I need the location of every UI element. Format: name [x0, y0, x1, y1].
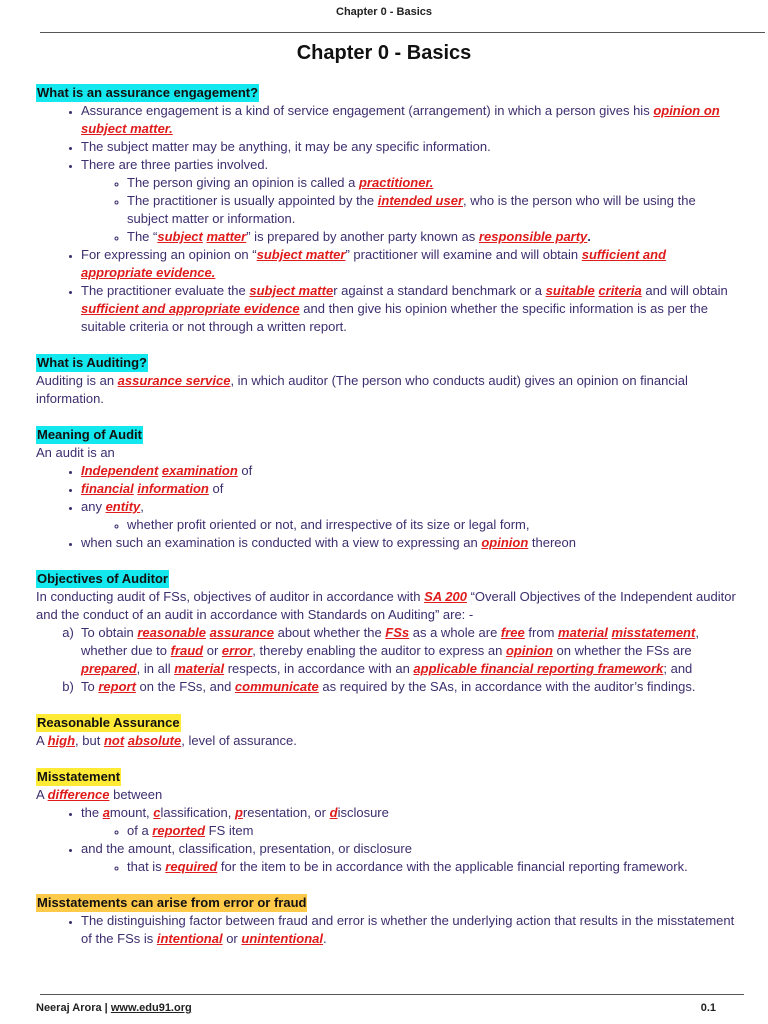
text: ; and: [663, 661, 693, 676]
heading-objectives-of-auditor: Objectives of Auditor: [37, 571, 168, 586]
text: and the amount, classification, presentation, or disclosure: [81, 841, 412, 856]
text: resentation, or: [242, 805, 330, 820]
keyword: sufficient and appropriate evidence.: [81, 247, 667, 280]
text: , thereby enabling the auditor to express an: [252, 643, 506, 658]
paragraph: [36, 786, 736, 804]
text: isclosure: [337, 805, 389, 820]
keyword: subject matter: [256, 247, 346, 262]
keyword: practitioner.: [358, 175, 434, 190]
section-meaning-of-audit: [36, 426, 736, 552]
sub-list: [81, 516, 736, 534]
text: as required by the SAs, in accordance with the auditor’s findings.: [318, 679, 696, 694]
list-item: • The subject matter may be anything, it may be any specific information.: [81, 138, 736, 156]
heading-auditing: What is Auditing?: [37, 355, 147, 370]
text: or: [222, 931, 242, 946]
header-rule: [40, 32, 765, 33]
text: that is: [127, 859, 166, 874]
keyword: not: [103, 733, 125, 748]
text: For expressing an opinion on “: [81, 247, 257, 262]
text: .: [323, 931, 327, 946]
list-item: [81, 840, 736, 876]
keyword: assurance service: [117, 373, 231, 388]
keyword: SA 200: [424, 589, 467, 604]
keyword: sufficient and appropriate evidence: [81, 301, 300, 316]
list-item: [81, 498, 736, 534]
author-name: Neeraj Arora: [36, 1002, 102, 1014]
text: r against a standard benchmark or a: [333, 283, 546, 298]
text: the: [81, 805, 103, 820]
keyword: financial: [81, 481, 134, 496]
keyword: unintentional: [241, 931, 323, 946]
keyword: opinion on subject matter.: [81, 103, 720, 136]
keyword: difference: [47, 787, 110, 802]
keyword: d: [329, 805, 338, 820]
keyword: matter: [206, 229, 247, 244]
keyword: applicable financial reporting framework: [413, 661, 664, 676]
section-error-or-fraud: [36, 894, 736, 948]
text: on the FSs, and: [135, 679, 235, 694]
paragraph: [36, 732, 736, 750]
keyword: high: [47, 733, 76, 748]
heading-reasonable-assurance: Reasonable Assurance: [37, 715, 180, 730]
text: ” practitioner will examine and will obtain: [345, 247, 582, 262]
text: “Overall Objectives of the Independent auditor and the conduct of an audit in accordance with Standards on Auditing” are: -: [36, 589, 736, 622]
text: FS item: [205, 823, 254, 838]
text: from: [524, 625, 559, 640]
heading-meaning-of-audit: Meaning of Audit: [37, 427, 142, 442]
list-item: [81, 912, 736, 948]
keyword: subject matte: [249, 283, 334, 298]
list-item: [81, 462, 736, 480]
paragraph: [36, 588, 736, 624]
text: , in all: [136, 661, 175, 676]
keyword: intentional: [156, 931, 223, 946]
sub-list: [81, 174, 736, 246]
text: of: [208, 481, 224, 496]
keyword: opinion: [505, 643, 553, 658]
text: The “: [127, 229, 158, 244]
keyword: intended user: [377, 193, 464, 208]
list-item: [81, 804, 736, 840]
text: In conducting audit of FSs, objectives of auditor in accordance with: [36, 589, 425, 604]
text: and will obtain: [641, 283, 728, 298]
text: Auditing is an: [36, 373, 118, 388]
text: , but: [75, 733, 104, 748]
keyword: required: [165, 859, 218, 874]
keyword: assurance: [209, 625, 274, 640]
list-item: [81, 156, 736, 246]
page-title: Chapter 0 - Basics: [296, 42, 472, 64]
keyword: responsible party: [478, 229, 588, 244]
footer: [36, 1002, 716, 1014]
keyword: reported: [152, 823, 206, 838]
text: To: [81, 679, 99, 694]
bullet-list: [36, 804, 736, 876]
keyword: c: [153, 805, 161, 820]
website-link[interactable]: www.edu91.org: [110, 1002, 192, 1014]
keyword: subject: [157, 229, 203, 244]
bullet-list: [36, 102, 736, 336]
text: ,: [140, 499, 144, 514]
text: mount,: [109, 805, 154, 820]
text: The person giving an opinion is called a: [127, 175, 359, 190]
text: ” is prepared by another party known as: [246, 229, 479, 244]
section-assurance-engagement: [36, 84, 736, 336]
keyword: entity: [105, 499, 141, 514]
document-body: [36, 84, 736, 948]
text: on whether the FSs are: [552, 643, 692, 658]
sub-list-item: [127, 822, 736, 840]
keyword: p: [234, 805, 243, 820]
sub-list-item: [127, 228, 736, 246]
keyword: a: [102, 805, 110, 820]
section-auditing: [36, 354, 736, 408]
sub-list-item: ◦ whether profit oriented or not, and irrespective of its size or legal form,: [127, 516, 736, 534]
sub-list: [81, 822, 736, 840]
keyword: misstatement: [611, 625, 696, 640]
bullet-list: [36, 462, 736, 552]
keyword: error: [221, 643, 253, 658]
text: between: [109, 787, 163, 802]
footer-rule: [40, 994, 744, 995]
running-header: Chapter 0 - Basics: [336, 6, 432, 18]
bullet-list: [36, 912, 736, 948]
section-reasonable-assurance: [36, 714, 736, 750]
keyword: FSs: [385, 625, 410, 640]
text: of: [237, 463, 253, 478]
text: To obtain: [81, 625, 138, 640]
sub-list-item: [127, 858, 736, 876]
keyword: Independent: [81, 463, 159, 478]
keyword: report: [98, 679, 136, 694]
keyword: communicate: [234, 679, 319, 694]
section-objectives-of-auditor: [36, 570, 736, 696]
keyword: criteria: [598, 283, 642, 298]
list-item: [81, 678, 736, 696]
list-item: [81, 534, 736, 552]
text: about whether the: [273, 625, 386, 640]
keyword: information: [137, 481, 209, 496]
text: when such an examination is conducted with a view to expressing an: [81, 535, 482, 550]
text: The distinguishing factor between fraud and error is whether the underlying action that results in the misstatement of the FSs is: [81, 913, 735, 946]
text: , whether due to: [81, 625, 699, 658]
text: any: [81, 499, 106, 514]
keyword: prepared: [81, 661, 137, 676]
text: of a: [127, 823, 153, 838]
text: or: [203, 643, 222, 658]
text: , in which auditor (The person who conducts audit) gives an opinion on financial information.: [36, 373, 688, 406]
text: and then give his opinion whether the specific information is as per the suitable criteria or not through a written report.: [81, 301, 708, 334]
text: The practitioner evaluate the: [81, 283, 250, 298]
keyword: opinion: [481, 535, 529, 550]
heading-misstatement: Misstatement: [37, 769, 121, 784]
list-item: [81, 246, 736, 282]
heading-assurance-engagement: What is an assurance engagement?: [37, 85, 259, 100]
sub-list: [81, 858, 736, 876]
text: .: [587, 229, 591, 244]
sub-list-item: [127, 174, 736, 192]
paragraph: An audit is an: [36, 445, 115, 460]
keyword: free: [500, 625, 525, 640]
list-item: [81, 624, 736, 678]
keyword: material: [558, 625, 608, 640]
heading-error-or-fraud: Misstatements can arise from error or fraud: [37, 895, 307, 910]
keyword: suitable: [545, 283, 595, 298]
paragraph: [36, 372, 736, 408]
lettered-list: [36, 624, 736, 696]
text: There are three parties involved.: [81, 157, 269, 172]
text: as a whole are: [409, 625, 501, 640]
list-item: [81, 282, 736, 336]
text: thereon: [528, 535, 576, 550]
list-item: [81, 102, 736, 138]
keyword: material: [174, 661, 225, 676]
text: for the item to be in accordance with the applicable financial reporting framework.: [217, 859, 688, 874]
text: The practitioner is usually appointed by the: [127, 193, 378, 208]
page-number: 0.1: [700, 1002, 716, 1014]
keyword: fraud: [170, 643, 204, 658]
text: A: [36, 733, 48, 748]
text: lassification,: [160, 805, 235, 820]
text: A: [36, 787, 48, 802]
text: Assurance engagement is a kind of service engagement (arrangement) in which a person gives his: [81, 103, 654, 118]
text: respects, in accordance with an: [224, 661, 414, 676]
sub-list-item: [127, 192, 736, 228]
separator: |: [101, 1002, 111, 1014]
keyword: examination: [161, 463, 238, 478]
section-misstatement: [36, 768, 736, 876]
keyword: absolute: [127, 733, 182, 748]
list-item: [81, 480, 736, 498]
keyword: reasonable: [137, 625, 207, 640]
text: , level of assurance.: [181, 733, 297, 748]
text: , who is the person who will be using the subject matter or information.: [127, 193, 696, 226]
